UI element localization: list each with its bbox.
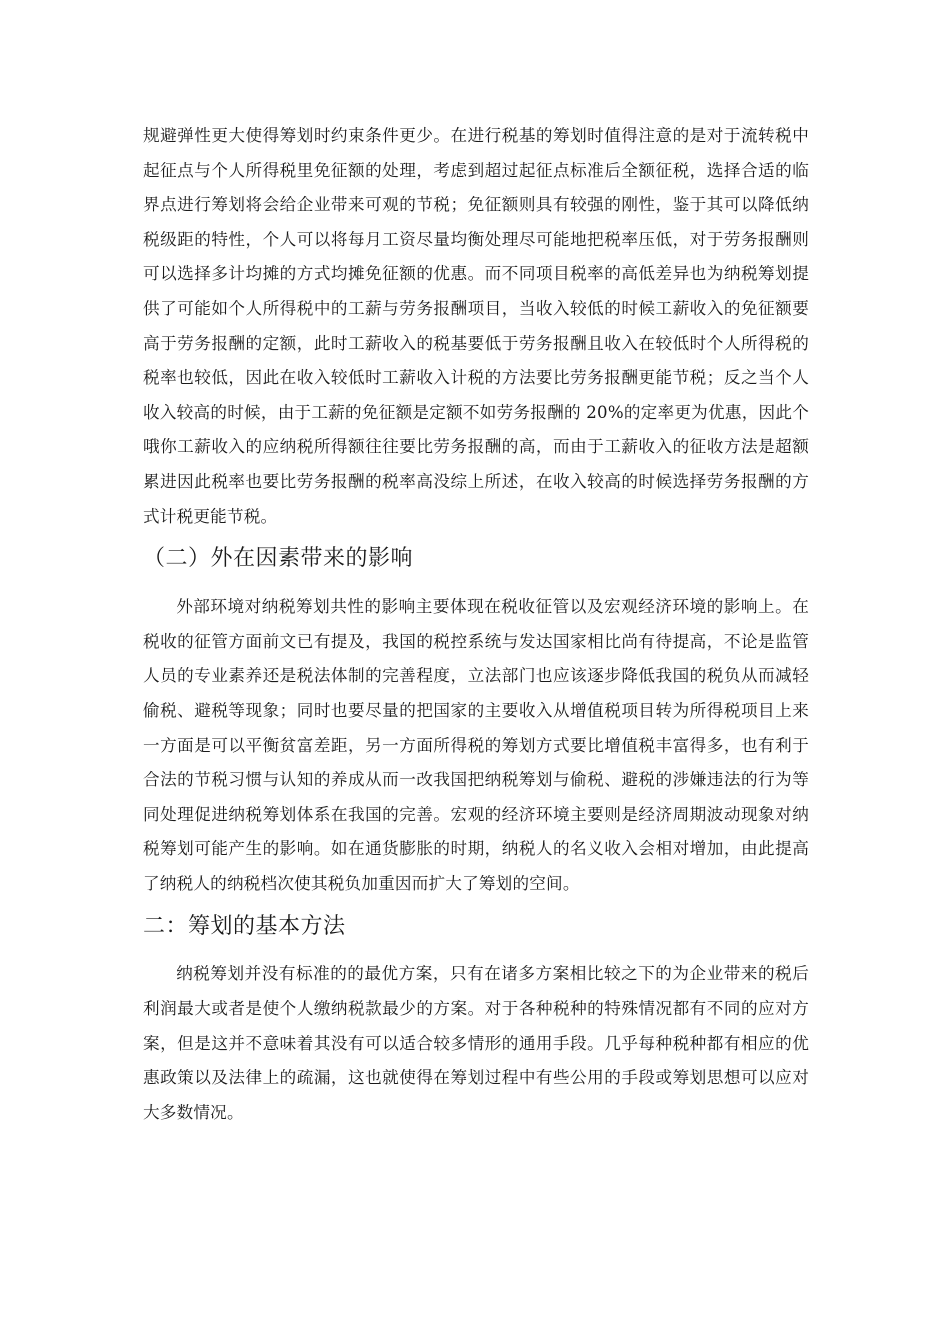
paragraph-tax-base-planning: 规避弹性更大使得筹划时约束条件更少。在进行税基的筹划时值得注意的是对于流转税中起征点与个人所得税里免征额的处理，考虑到超过起征点标准后全额征税，选择合适的临界点进行筹划将会给企业带来可观的节税；免征额则具有较强的刚性，鉴于其可以降低纳税级距的特性，个人可以将每月工资尽量均衡处理尽可能地把税率压低，对于劳务报酬则可以选择多计均摊的方式均摊免征额的优惠。而不同项目税率的高低差异也为纳税筹划提供了可能如个人所得税中的工薪与劳务报酬项目，当收入较低的时候工薪收入的免征额要高于劳务报酬的定额，此时工薪收入的税基要低于劳务报酬且收入在较低时个人所得税的税率也较低，因此在收入较低时工薪收入计税的方法要比劳务报酬更能节税；反之当个人收入较高的时候，由于工薪的免征额是定额不如劳务报酬的 20%的定率更为优惠，因此个哦你工薪收入的应纳税所得额往往要比劳务报酬的高，而由于工薪收入的征收方法是超额累进因此税率也要比劳务报酬的税率高没综上所述，在收入较高的时候选择劳务报酬的方式计税更能节税。	[143, 126, 809, 526]
document-body	[143, 119, 809, 1130]
section-heading-external-factors: （二）外在因素带来的影响	[143, 546, 414, 572]
paragraph-external-environment: 外部环境对纳税筹划共性的影响主要体现在税收征管以及宏观经济环境的影响上。在税收的征管方面前文已有提及，我国的税控系统与发达国家相比尚有待提高，不论是监管人员的专业素养还是税法体制的完善程度，立法部门也应该逐步降低我国的税负从而减轻偷税、避税等现象；同时也要尽量的把国家的主要收入从增值税项目转为所得税项目上来一方面是可以平衡贫富差距，另一方面所得税的筹划方式要比增值税丰富得多，也有利于合法的节税习惯与认知的养成从而一改我国把纳税筹划与偷税、避税的涉嫌违法的行为等同处理促进纳税筹划体系在我国的完善。宏观的经济环境主要则是经济周期波动现象对纳税筹划可能产生的影响。如在通货膨胀的时期，纳税人的名义收入会相对增加，由此提高了纳税人的纳税档次使其税负加重因而扩大了筹划的空间。	[143, 597, 809, 893]
paragraph-planning-methods: 纳税筹划并没有标准的的最优方案，只有在诸多方案相比较之下的为企业带来的税后利润最大或者是使个人缴纳税款最少的方案。对于各种税种的特殊情况都有不同的应对方案，但是这并不意味着其没有可以适合较多情形的通用手段。几乎每种税种都有相应的优惠政策以及法律上的疏漏，这也就使得在筹划过程中有些公用的手段或筹划思想可以应对大多数情况。	[143, 964, 809, 1122]
section-heading-basic-methods: 二：筹划的基本方法	[143, 914, 346, 940]
